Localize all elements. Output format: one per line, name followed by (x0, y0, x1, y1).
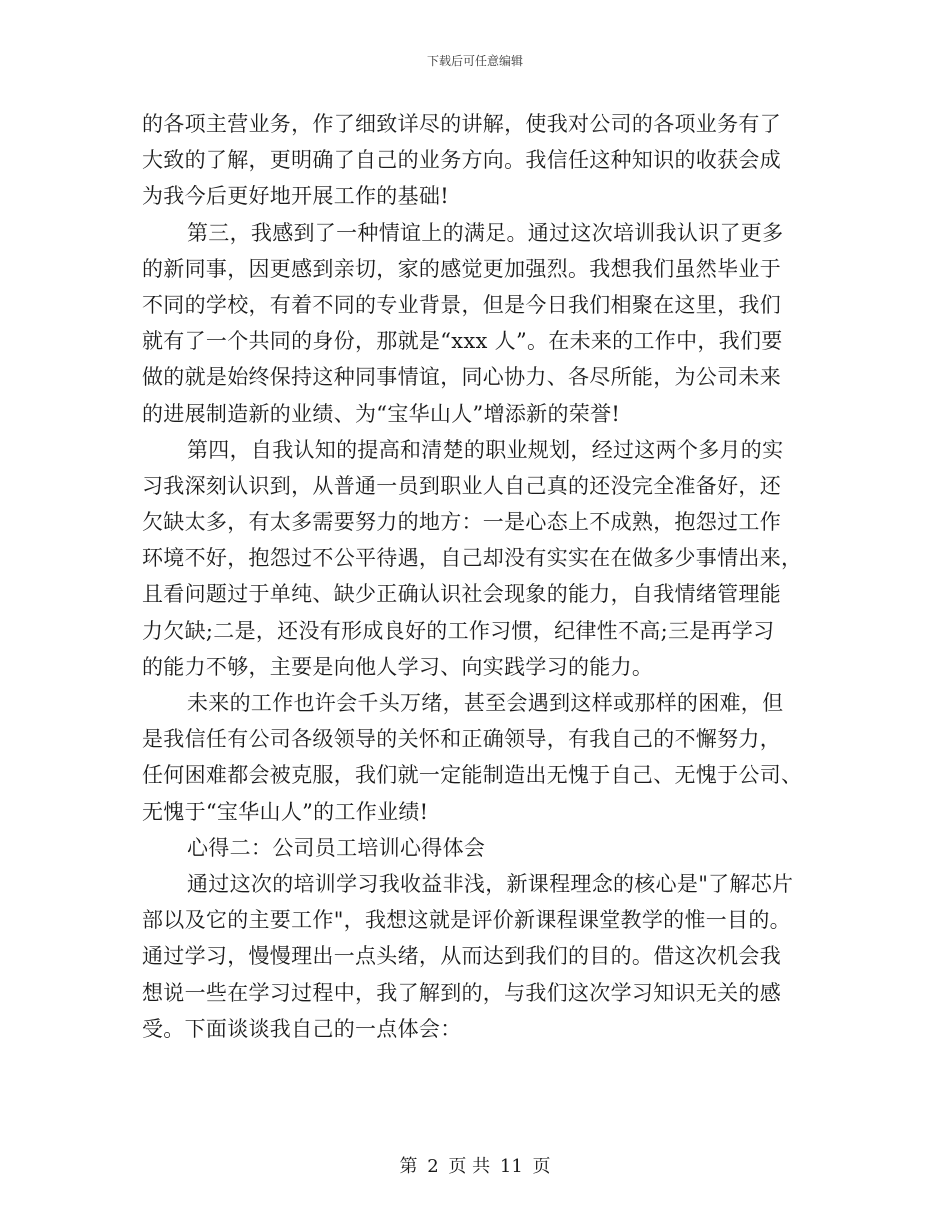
footer-total-pages: 11 (499, 1156, 523, 1177)
text-line: 无愧于“宝华山人”的工作业绩! (142, 799, 429, 824)
text-line: 做的就是始终保持这种同事情谊，同心协力、各尽所能，为公司未来 (142, 365, 781, 390)
text-line: 为我今后更好地开展工作的基础! (142, 184, 449, 209)
text-line: 的进展制造新的业绩、为“宝华山人”增添新的荣誉! (142, 401, 621, 426)
header-text: 下载后可任意编辑 (426, 54, 523, 68)
page-header (0, 53, 950, 69)
text-line: 环境不好，抱怨过不公平待遇，自己却没有实实在在做多少事情出来， (142, 546, 802, 571)
paragraph-start-line: 通过这次的培训学习我收益非浅，新课程理念的核心是"了解芯片 (187, 871, 794, 896)
text-line: 是我信任有公司各级领导的关怀和正确领导，有我自己的不懈努力， (142, 727, 781, 752)
text-line: 的各项主营业务，作了细致详尽的讲解，使我对公司的各项业务有了 (142, 112, 781, 136)
footer-page-number: 2 (427, 1156, 439, 1177)
text-line: 就有了一个共同的身份，那就是“xxx 人”。在未来的工作中，我们要 (142, 329, 783, 354)
text-line: 且看问题过于单纯、缺少正确认识社会现象的能力，自我情绪管理能 (142, 582, 781, 607)
footer-middle: 页 共 (448, 1156, 491, 1177)
section-heading: 心得二：公司员工培训心得体会 (187, 835, 486, 860)
text-line: 的新同事，因更感到亲切，家的感觉更加强烈。我想我们虽然毕业于 (142, 256, 781, 281)
text-line: 的能力不够，主要是向他人学习、向实践学习的能力。 (142, 654, 654, 679)
text-line: 大致的了解，更明确了自己的业务方向。我信任这种知识的收获会成 (142, 148, 781, 173)
text-line: 不同的学校，有着不同的专业背景，但是今日我们相聚在这里，我们 (142, 292, 781, 317)
text-line: 部以及它的主要工作"，我想这就是评价新课程课堂教学的惟一目的。 (142, 908, 791, 933)
footer-prefix: 第 (399, 1156, 418, 1177)
text-line: 通过学习，慢慢理出一点头绪，从而达到我们的目的。借这次机会我 (142, 944, 781, 969)
text-line: 想说一些在学习过程中，我了解到的，与我们这次学习知识无关的感 (142, 980, 781, 1005)
paragraph-start-line: 第四，自我认知的提高和清楚的职业规划，经过这两个多月的实 (187, 437, 784, 462)
text-line: 受。下面谈谈我自己的一点体会： (142, 1016, 462, 1041)
paragraph-start-line: 未来的工作也许会千头万绪，甚至会遇到这样或那样的困难，但 (187, 691, 784, 715)
text-line: 任何困难都会被克服，我们就一定能制造出无愧于自己、无愧于公司、 (142, 763, 802, 788)
page-footer (0, 1155, 950, 1179)
footer-suffix: 页 (532, 1156, 551, 1177)
text-line: 力欠缺;二是，还没有形成良好的工作习惯，纪律性不高;三是再学习 (142, 618, 775, 643)
document-body (142, 106, 802, 1047)
paragraph-start-line: 第三，我感到了一种情谊上的满足。通过这次培训我认识了更多 (187, 220, 784, 245)
text-line: 欠缺太多，有太多需要努力的地方：一是心态上不成熟，抱怨过工作 (142, 510, 781, 535)
text-line: 习我深刻认识到，从普通一员到职业人自己真的还没完全准备好，还 (142, 473, 781, 498)
